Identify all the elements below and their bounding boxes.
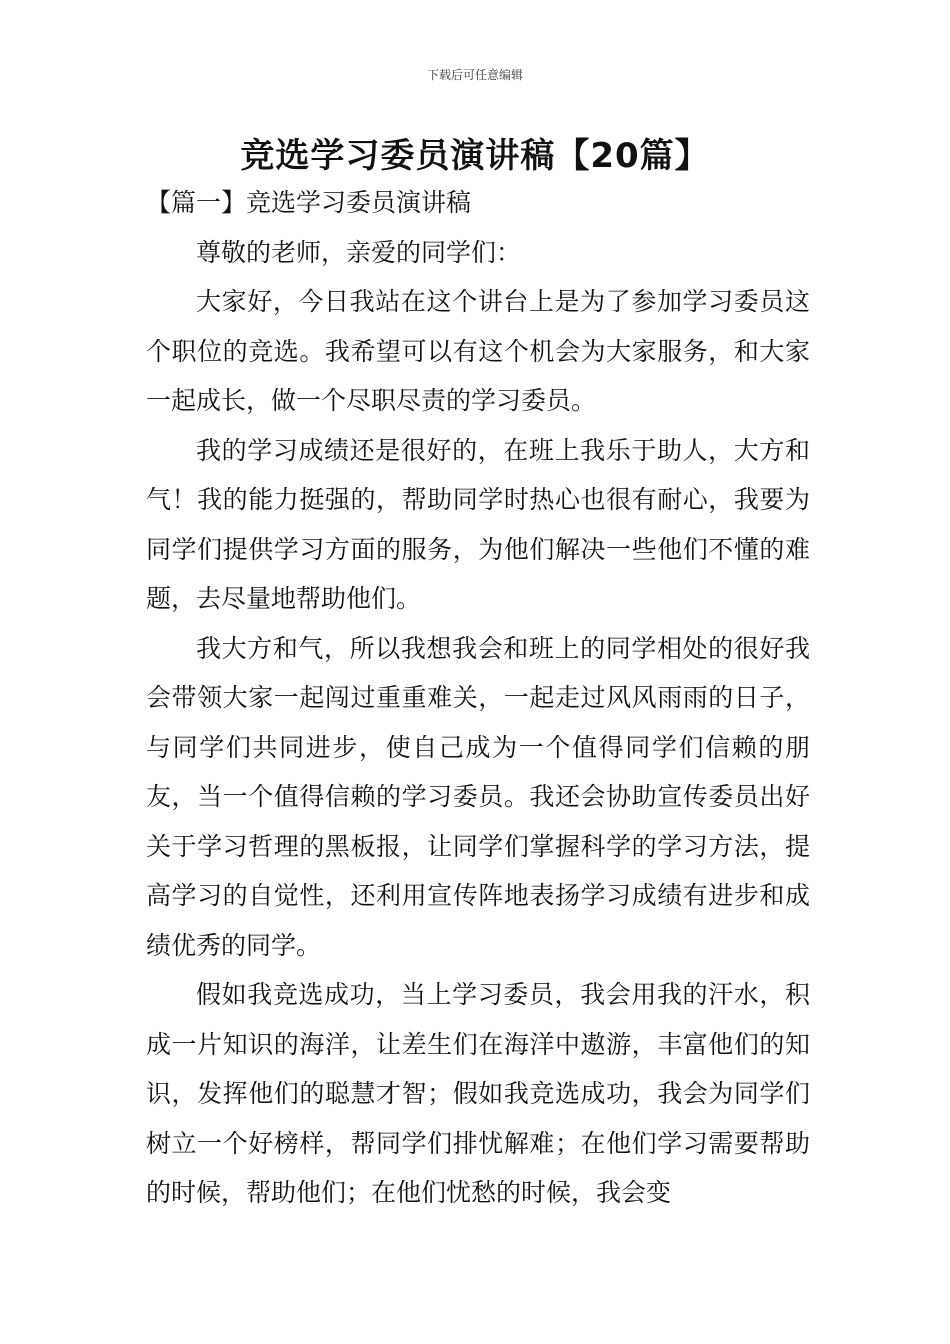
- paragraph: 假如我竞选成功，当上学习委员，我会用我的汗水，积成一片知识的海洋，让差生们在海洋中遨游，丰富他们的知识，发挥他们的聪慧才智；假如我竞选成功，我会为同学们树立一个好榜样，帮同学们排忧解难；在他们学习需要帮助的时候，帮助他们；在他们忧愁的时候，我会变: [146, 980, 810, 1207]
- document-title: 竞选学习委员演讲稿【20篇】: [240, 136, 710, 176]
- section-heading: 【篇一】竞选学习委员演讲稿: [146, 188, 472, 217]
- paragraph: 我大方和气，所以我想我会和班上的同学相处的很好我会带领大家一起闯过重重难关，一起走过风风雨雨的日子，与同学们共同进步，使自己成为一个值得同学们信赖的朋友，当一个值得信赖的学习委员。我还会协助宣传委员出好关于学习哲理的黑板报，让同学们掌握科学的学习方法，提高学习的自觉性，还利用宣传阵地表扬学习成绩有进步和成绩优秀的同学。: [146, 633, 810, 960]
- paragraph: 大家好，今日我站在这个讲台上是为了参加学习委员这个职位的竞选。我希望可以有这个机会为大家服务，和大家一起成长，做一个尽职尽责的学习委员。: [146, 287, 810, 415]
- paragraph-salutation: 尊敬的老师，亲爱的同学们：: [196, 237, 522, 267]
- document-body: [146, 178, 810, 1218]
- header-note: 下载后可任意编辑: [426, 68, 523, 82]
- paragraph: 我的学习成绩还是很好的，在班上我乐于助人，大方和气！我的能力挺强的，帮助同学时热心也很有耐心，我要为同学们提供学习方面的服务，为他们解决一些他们不懂的难题，去尽量地帮助他们。: [146, 435, 810, 613]
